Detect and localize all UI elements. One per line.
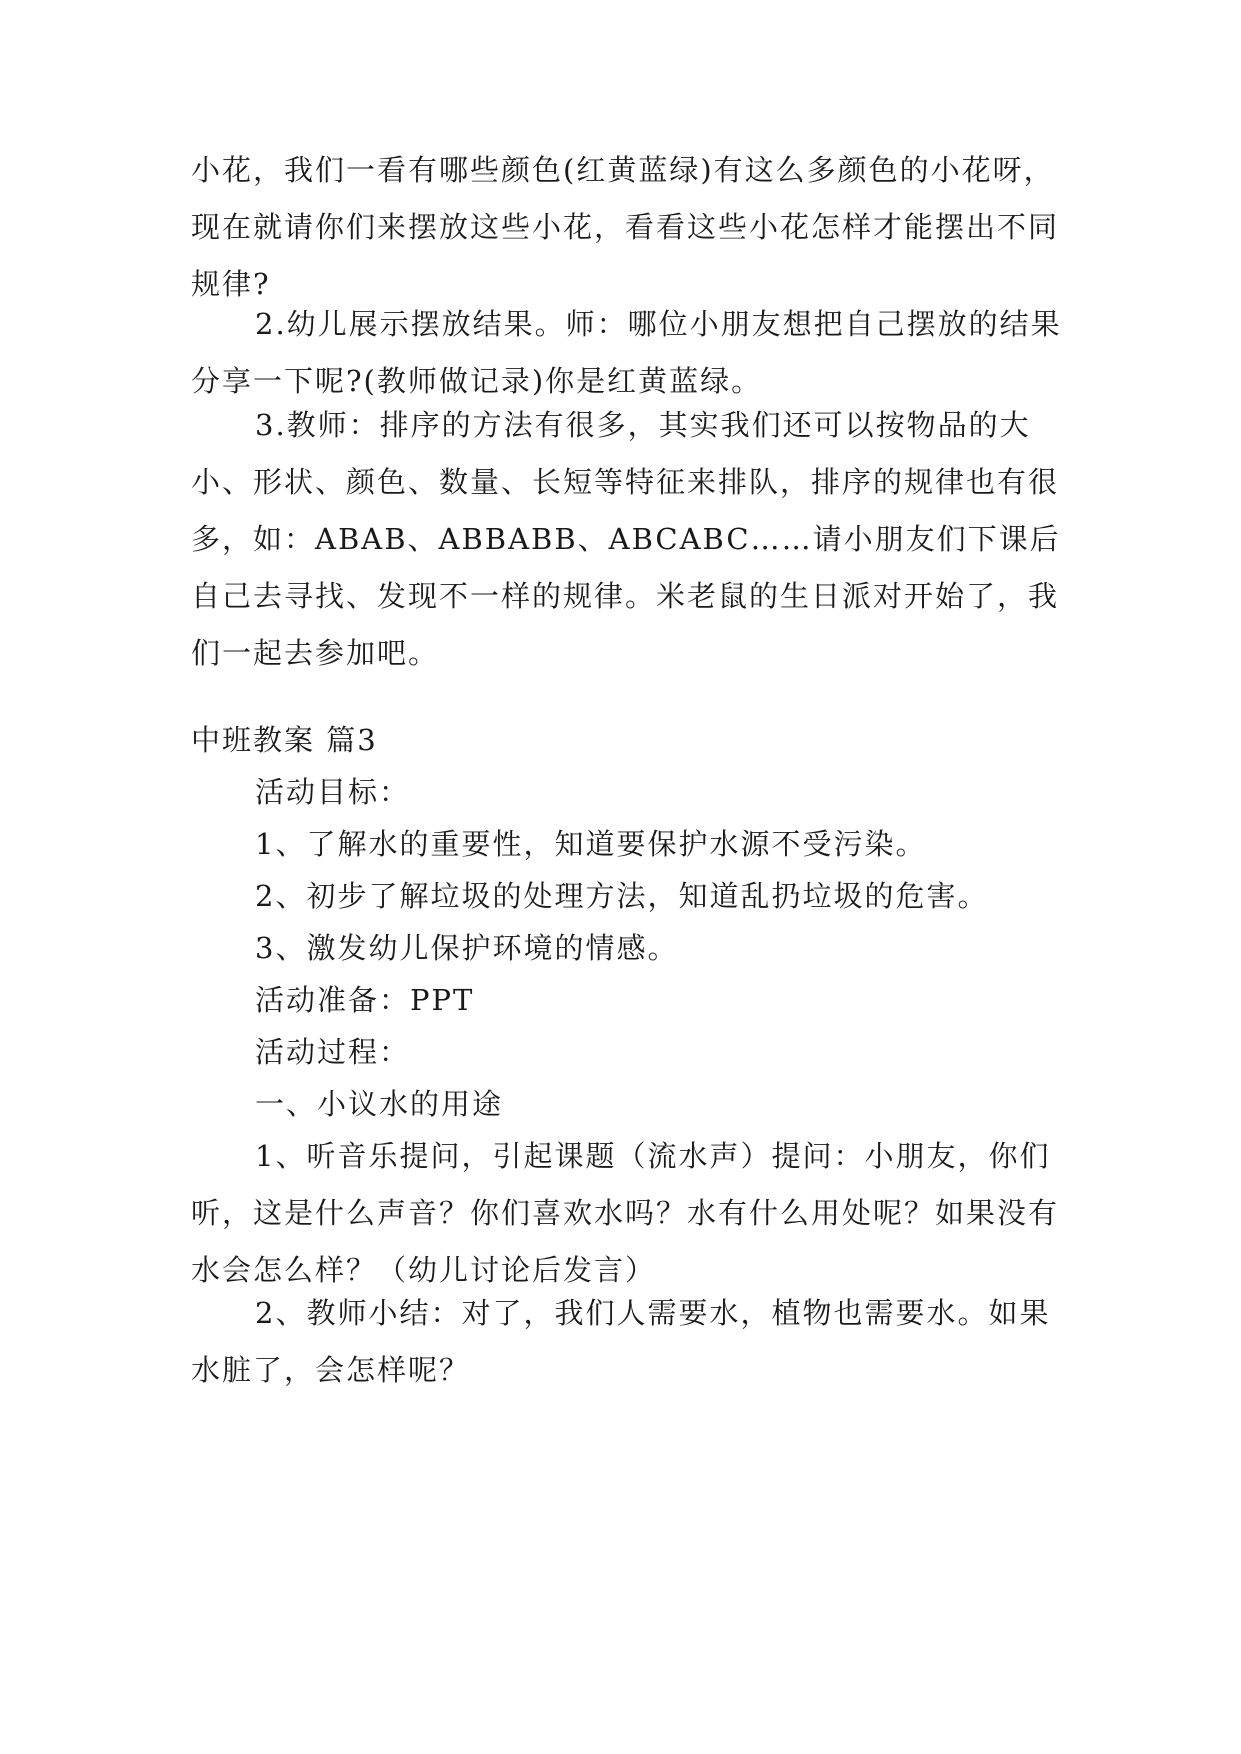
goal-item-1: 1、了解水的重要性，知道要保护水源不受污染。 [255,827,927,861]
part-1-heading: 一、小议水的用途 [255,1087,504,1121]
part-1-step-2: 2、教师小结：对了，我们人需要水，植物也需要水。如果水脏了，会怎样呢？ [191,1296,1051,1387]
part-1-step-1: 1、听音乐提问，引起课题（流水声）提问：小朋友，你们听，这是什么声音？你们喜欢水吗？水有什么用处呢？如果没有水会怎么样？（幼儿讨论后发言） [191,1139,1060,1287]
paragraph-step-2: 2.幼儿展示摆放结果。师：哪位小朋友想把自己摆放的结果分享一下呢?(教师做记录)你是红黄蓝绿。 [191,307,1062,398]
goals-heading: 活动目标： [255,775,411,809]
process-heading: 活动过程： [255,1035,411,1069]
preparation-line: 活动准备：PPT [255,983,475,1017]
section-title: 中班教案 篇3 [191,723,378,757]
paragraph-step-3: 3.教师：排序的方法有很多，其实我们还可以按物品的大小、形状、颜色、数量、长短等特征来排队，排序的规律也有很多，如：ABAB、ABBABB、ABCABC……请小朋友们下课后自己去寻找、发现不一样的规律。米老鼠的生日派对开始了，我们一起去参加吧。 [191,408,1061,670]
goal-item-2: 2、初步了解垃圾的处理方法，知道乱扔垃圾的危害。 [255,879,989,913]
goal-item-3: 3、激发幼儿保护环境的情感。 [255,931,679,965]
paragraph-continuation: 小花，我们一看有哪些颜色(红黄蓝绿)有这么多颜色的小花呀，现在就请你们来摆放这些小花，看看这些小花怎样才能摆出不同规律? [191,153,1060,301]
